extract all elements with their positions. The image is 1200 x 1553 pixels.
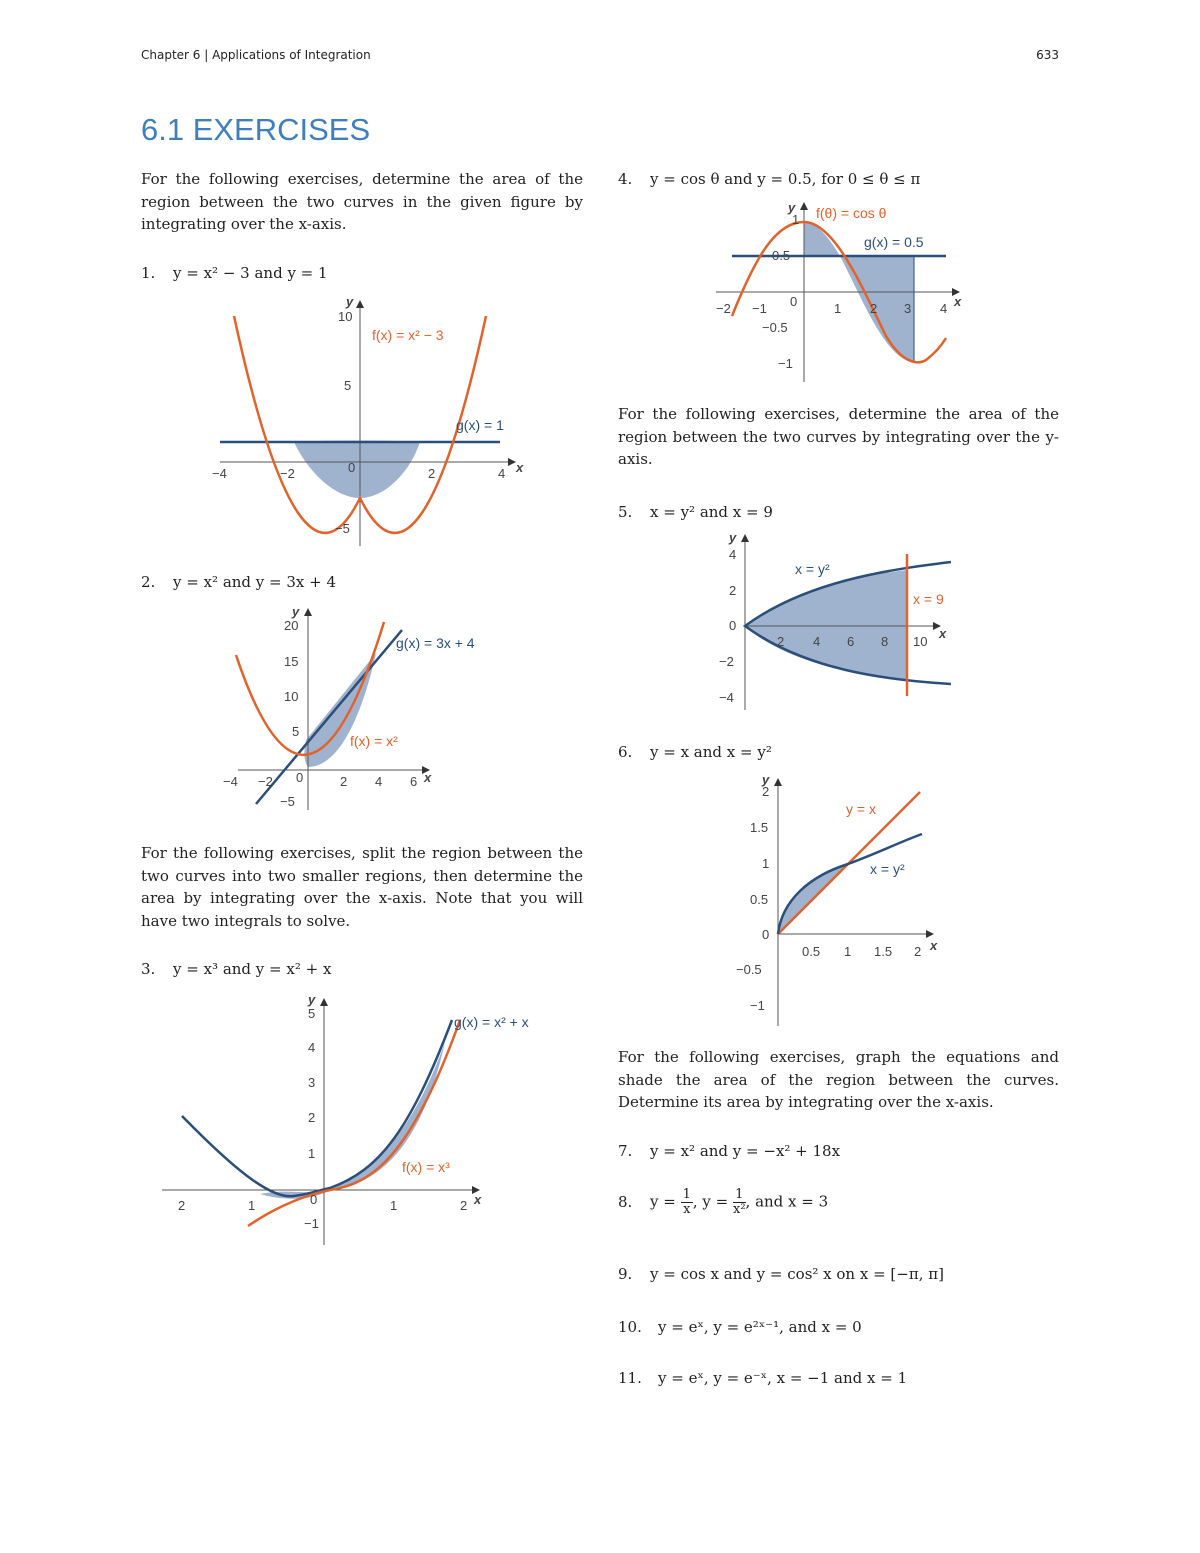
exercise-equation: y = eˣ, y = e⁻ˣ, x = −1 and x = 1: [658, 1369, 908, 1387]
tick-label: 2: [308, 1110, 316, 1125]
fraction-denominator: x: [683, 1202, 691, 1217]
y-axis-arrow-icon: [741, 534, 749, 542]
exercise-equation: y = x² − 3 and y = 1: [173, 264, 328, 282]
running-header-chapter: Chapter 6 | Applications of Integration: [141, 48, 371, 62]
tick-label: −1: [750, 998, 765, 1013]
tick-label: 10: [913, 634, 928, 649]
exercise-equation-part: , y =: [692, 1192, 733, 1211]
y-axis-label: y: [346, 294, 354, 309]
y-axis-arrow-icon: [320, 998, 328, 1006]
f-label: f(x) = x³: [402, 1159, 450, 1175]
exercise-1: [141, 264, 328, 282]
exercise-number: 9.: [618, 1265, 633, 1283]
tick-label: 10: [338, 309, 353, 324]
g-label: g(x) = 3x + 4: [396, 635, 475, 651]
exercise-6: [618, 743, 772, 761]
y-axis-arrow-icon: [800, 202, 808, 210]
tick-label: 1.5: [750, 820, 769, 835]
exercise-number: 4.: [618, 170, 633, 188]
x-axis-arrow-icon: [926, 930, 934, 938]
fraction-numerator: 1: [682, 1187, 691, 1202]
exercise-10: [618, 1318, 862, 1336]
tick-label: 8: [881, 634, 889, 649]
tick-label: 2: [762, 784, 770, 799]
tick-label: 5: [344, 378, 352, 393]
tick-label: 4: [940, 301, 948, 316]
tick-label: 1: [308, 1146, 316, 1161]
tick-label: 1: [762, 856, 770, 871]
exercise-3: [141, 960, 331, 978]
instructions-split-region: For the following exercises, split the region between the two curves into two smaller regions, then determine the area by integrating over the x-axis. Note that you will have two integrals to solve.: [141, 844, 583, 930]
exercise-4: [618, 170, 920, 188]
tick-label: −2: [258, 774, 273, 789]
tick-label: 0: [729, 618, 737, 633]
tick-label: 0: [296, 770, 304, 785]
y-axis-label: y: [292, 604, 300, 619]
exercise-equation: x = y² and x = 9: [650, 503, 773, 521]
tick-label: −2: [716, 301, 731, 316]
exercise-equation-part: y =: [650, 1192, 681, 1211]
instructions-graph-and-shade: For the following exercises, graph the equations and shade the area of the region between the curves. Determine its area by integrating over the x-axis.: [618, 1048, 1059, 1111]
x-axis-label: x: [930, 938, 938, 953]
exercise-2: [141, 573, 336, 591]
y-axis-arrow-icon: [304, 608, 312, 616]
exercise-equation: y = x³ and y = x² + x: [173, 960, 332, 978]
fraction-numerator: 1: [733, 1188, 746, 1203]
tick-label: 3: [308, 1075, 316, 1090]
figure-5-graph: [715, 530, 985, 715]
tick-label: 1: [248, 1198, 256, 1213]
x-axis-label: x: [954, 294, 962, 309]
x-axis-label: x: [516, 460, 524, 475]
y-axis-label: y: [762, 772, 770, 787]
exercise-equation: y = x² and y = 3x + 4: [173, 573, 337, 591]
exercise-number: 6.: [618, 743, 633, 761]
tick-label: 5: [292, 724, 300, 739]
exercise-equation: y = x and x = y²: [650, 743, 772, 761]
tick-label: 20: [284, 618, 299, 633]
tick-label: −1: [778, 356, 793, 371]
tick-label: 2: [460, 1198, 468, 1213]
tick-label: 6: [410, 774, 418, 789]
exercise-equation: y = cos θ and y = 0.5, for 0 ≤ θ ≤ π: [650, 170, 921, 188]
figure-4-graph: [706, 196, 976, 386]
section-title: 6.1 EXERCISES: [141, 112, 371, 147]
tick-label: −0.5: [736, 962, 762, 977]
tick-label: −4: [223, 774, 238, 789]
tick-label: 0: [762, 927, 770, 942]
exercise-equation: y = cos x and y = cos² x on x = [−π, π]: [650, 1265, 944, 1283]
tick-label: 0.5: [750, 892, 769, 907]
y-axis-arrow-icon: [774, 778, 782, 786]
tick-label: 1: [844, 944, 852, 959]
exercise-11: [618, 1369, 907, 1387]
tick-label: −2: [719, 654, 734, 669]
tick-label: 2: [729, 583, 737, 598]
tick-label: 2: [870, 301, 878, 316]
tick-label: 4: [498, 466, 506, 481]
line-label: y = x: [846, 801, 876, 817]
exercise-number: 8.: [618, 1192, 633, 1211]
tick-label: 0: [310, 1192, 318, 1207]
x-axis-arrow-icon: [508, 458, 516, 466]
tick-label: 1: [834, 301, 842, 316]
tick-label: −5: [280, 794, 295, 809]
y-axis-label: y: [788, 200, 796, 215]
tick-label: 2: [340, 774, 348, 789]
figure-6-graph: [730, 770, 960, 1030]
f-label: f(x) = x²: [350, 733, 398, 749]
parabola-label: x = y²: [795, 561, 830, 577]
tick-label: 1.5: [874, 944, 893, 959]
y-axis-label: y: [729, 530, 737, 545]
tick-label: 2: [777, 634, 785, 649]
exercise-number: 11.: [618, 1369, 642, 1387]
exercise-number: 3.: [141, 960, 156, 978]
fraction-denominator: x²: [733, 1202, 746, 1217]
tick-label: −1: [304, 1216, 319, 1231]
y-axis-arrow-icon: [356, 300, 364, 308]
tick-label: 0: [348, 460, 356, 475]
g-label: g(x) = x² + x: [454, 1014, 529, 1030]
curve-label: x = y²: [870, 861, 905, 877]
tick-label: 4: [375, 774, 383, 789]
tick-label: 10: [284, 689, 299, 704]
tick-label: −0.5: [762, 320, 788, 335]
shaded-region: [304, 653, 376, 767]
tick-label: 15: [284, 654, 299, 669]
exercise-8: [618, 1188, 828, 1217]
y-axis-label: y: [308, 992, 316, 1007]
f-label: f(θ) = cos θ: [816, 205, 887, 221]
sqrt-curve: [778, 834, 922, 934]
exercise-number: 10.: [618, 1318, 642, 1336]
tick-label: 0.5: [802, 944, 821, 959]
shaded-region-upper: [804, 222, 840, 256]
tick-label: 6: [847, 634, 855, 649]
exercise-equation-part: , and x = 3: [745, 1192, 829, 1211]
exercise-number: 2.: [141, 573, 156, 591]
exercise-equation: y = eˣ, y = e²ˣ⁻¹, and x = 0: [658, 1318, 862, 1336]
shaded-region: [294, 441, 420, 499]
instructions-x-axis: For the following exercises, determine the area of the region between the two curves in the given figure by integrating over the x-axis.: [141, 170, 583, 233]
tick-label: −5: [335, 521, 350, 536]
exercise-number: 7.: [618, 1142, 633, 1160]
x-axis-label: x: [939, 626, 947, 641]
figure-1-graph: [190, 290, 530, 550]
g-label: g(x) = 0.5: [864, 234, 924, 250]
tick-label: 1: [792, 212, 800, 227]
tick-label: 1: [390, 1198, 398, 1213]
tick-label: 2: [428, 466, 436, 481]
exercise-5: [618, 503, 773, 521]
x-axis-label: x: [474, 1192, 482, 1207]
tick-label: 5: [308, 1006, 316, 1021]
tick-label: −4: [719, 690, 734, 705]
tick-label: −2: [280, 466, 295, 481]
f-label: f(x) = x² − 3: [372, 327, 444, 343]
tick-label: 3: [904, 301, 912, 316]
tick-label: 4: [308, 1040, 316, 1055]
fraction-1-over-x-squared: [733, 1188, 746, 1217]
exercise-7: [618, 1142, 840, 1160]
tick-label: 4: [729, 547, 737, 562]
exercise-number: 1.: [141, 264, 156, 282]
exercise-9: [618, 1265, 944, 1283]
line-label: x = 9: [913, 591, 944, 607]
tick-label: 0: [790, 294, 798, 309]
g-label: g(x) = 1: [456, 417, 504, 433]
tick-label: 2: [178, 1198, 186, 1213]
x-axis-label: x: [424, 770, 432, 785]
figure-2-graph: [218, 600, 538, 815]
exercise-equation: y = x² and y = −x² + 18x: [650, 1142, 841, 1160]
page-number: 633: [1036, 48, 1059, 62]
tick-label: 0.5: [772, 248, 791, 263]
tick-label: 4: [813, 634, 821, 649]
figure-3-graph: [160, 990, 580, 1250]
exercise-number: 5.: [618, 503, 633, 521]
fraction-1-over-x: [681, 1188, 693, 1217]
tick-label: −4: [212, 466, 227, 481]
tick-label: 2: [914, 944, 922, 959]
tick-label: −1: [752, 301, 767, 316]
instructions-y-axis: For the following exercises, determine the area of the region between the two curves by integrating over the y-axis.: [618, 405, 1059, 468]
